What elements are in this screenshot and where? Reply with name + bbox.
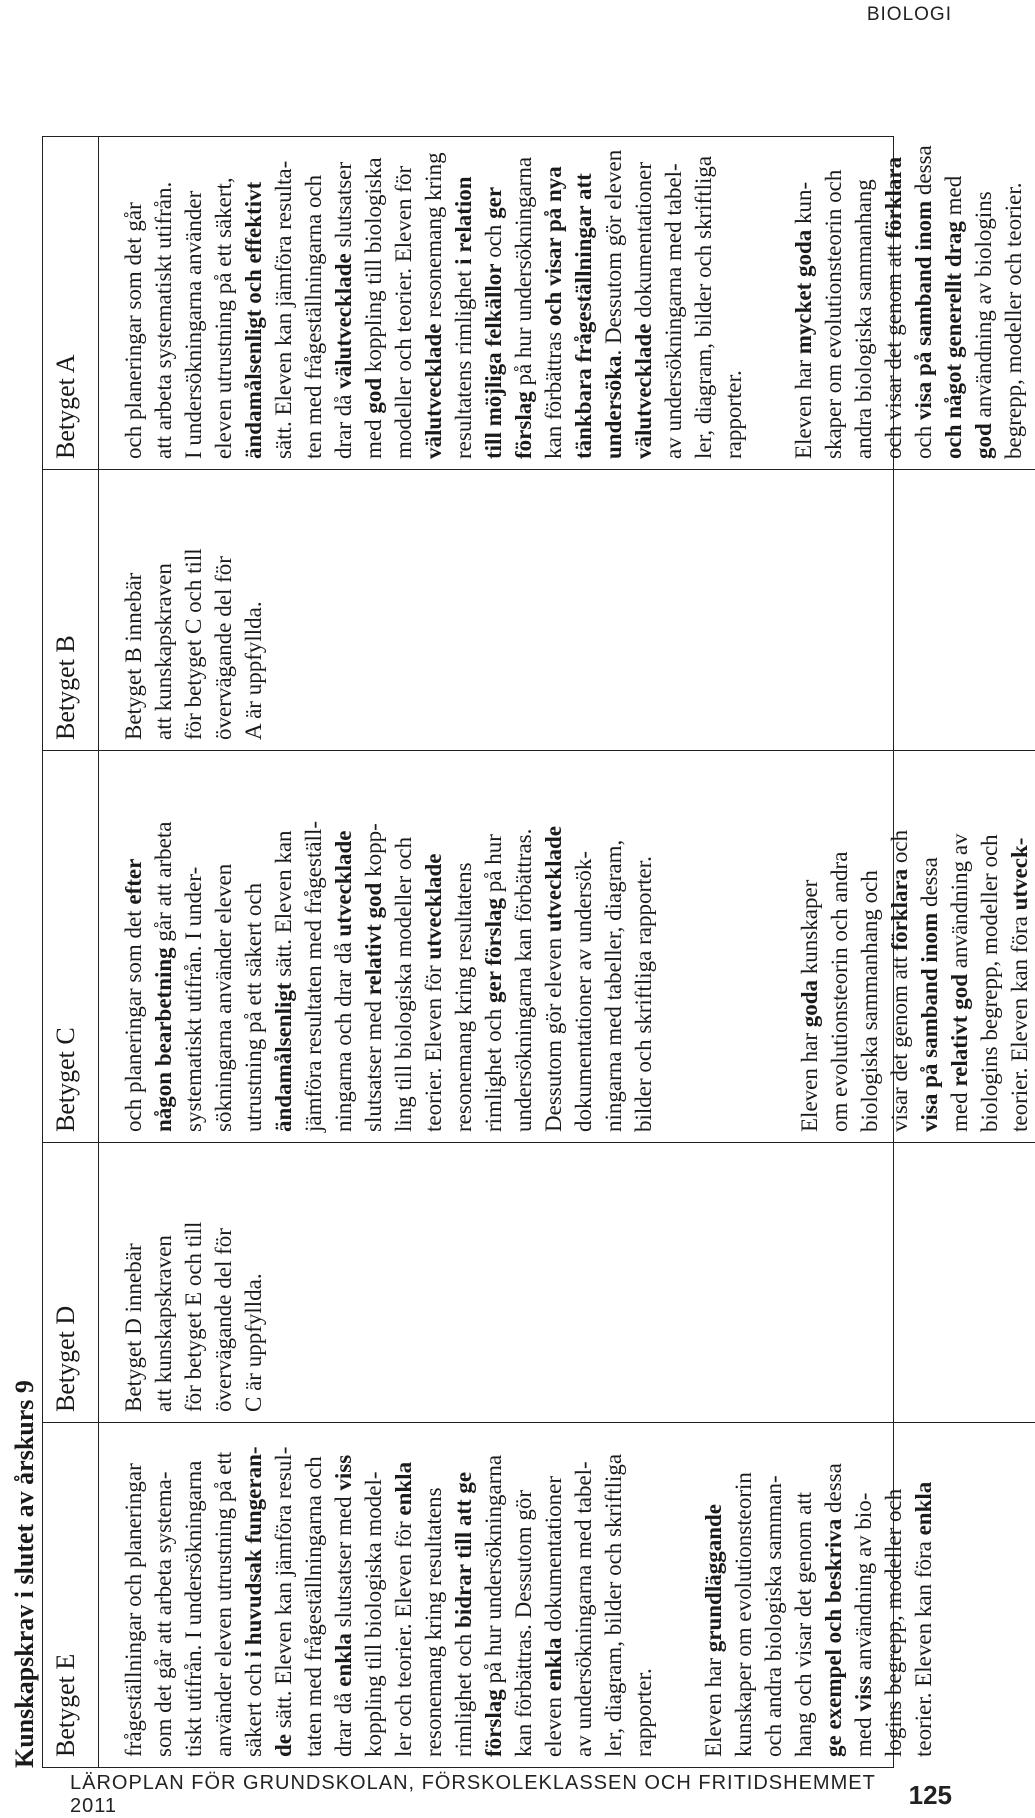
emphasis-text: välutvecklade — [331, 253, 356, 389]
criteria-paragraph — [795, 759, 1035, 1132]
criteria-cell-e — [99, 1422, 1035, 1767]
text-run: dokumentationer av undersökningarna med tabel- ler, diagram, bilder och skriftliga rapporter. — [631, 155, 746, 459]
emphasis-text: visa på samband inom — [911, 200, 936, 421]
emphasis-text: visa på samband inom — [917, 912, 942, 1132]
text-run: Betyget D innebär att kunskapskraven för betyget E och till övervägande del för C är uppfyllda. — [121, 1221, 266, 1412]
text-run: och planeringar som det går att arbeta systematiskt utifrån. I undersökningarna använder eleven utrustning på ett säkert, — [121, 177, 236, 459]
emphasis-text: ändamålsenligt och effektivt — [241, 181, 266, 459]
footer-title: LÄROPLAN FÖR GRUNDSKOLAN, FÖRSKOLEKLASSEN OCH FRITIDSHEMMET 2011 — [70, 1772, 876, 1817]
page-number: 125 — [908, 1779, 952, 1810]
column-header-c: Betyget C — [43, 750, 99, 1142]
page-footer — [70, 1772, 952, 1817]
text-run: användning av bio- logins begrepp, modeller och teorier. Eleven kan föra — [851, 1488, 936, 1757]
text-run: koppling till biologiska modeller och teorier. Eleven för — [361, 157, 416, 459]
emphasis-text: i huvudsak fungeran- de — [241, 1446, 296, 1757]
text-run: resonemang kring resultatens rimlighet — [421, 152, 476, 459]
text-run: . Dessutom gör eleven — [601, 149, 626, 356]
emphasis-text: relativt god — [361, 882, 386, 996]
text-run: resonemang kring resultatens rimlighet och — [421, 1487, 476, 1757]
emphasis-text: ändamålsenligt — [271, 982, 296, 1132]
text-run: resonemang kring resultatens rimlighet och — [451, 862, 506, 1132]
rotated-table-page — [2, 18, 1032, 1768]
text-run: och — [481, 218, 506, 264]
text-run: frågeställningar och planeringar som det går att arbeta systema- tiskt utifrån. I undersökningarna använder eleven utrustning på ett säkert och — [121, 1451, 266, 1757]
text-run: och — [911, 425, 936, 459]
emphasis-text: enkla — [391, 1461, 416, 1516]
criteria-paragraph — [119, 1151, 269, 1412]
criteria-paragraph — [789, 145, 1029, 459]
emphasis-text: enkla — [331, 1633, 356, 1687]
emphasis-text: förklara — [887, 868, 912, 951]
text-run: på hur undersökningarna kan förbättras. Dessutom gör eleven — [481, 828, 566, 1132]
emphasis-text: god — [361, 377, 386, 414]
text-run: slutsatser med — [361, 1001, 386, 1132]
text-run: kopp- ling till biologiska modeller och teorier. Eleven för — [361, 823, 446, 1132]
emphasis-text: efter någon bearbetning — [121, 858, 176, 1132]
text-run: Eleven har — [797, 1027, 822, 1132]
emphasis-text: mycket goda — [791, 229, 816, 355]
text-run: på hur undersökningarna kan förbättras. Dessutom gör eleven — [481, 1454, 566, 1757]
text-run: användning av biologins begrepp, modeller och teorier. Eleven kan föra — [947, 833, 1032, 1132]
text-run: dokumentationer av undersök- ningarna med tabeller, diagram, bilder och skriftliga rapporter. — [571, 839, 656, 1132]
text-run: dokumentationer av undersökningarna med tabel- ler, diagram, bilder och skriftliga rapporter. — [541, 1453, 656, 1757]
emphasis-text: utveck- — [1007, 837, 1032, 911]
table-heading: Kunskapskrav i slutet av årskurs 9 — [10, 1380, 39, 1768]
text-run: och — [887, 829, 912, 864]
emphasis-text: välutvecklade — [421, 323, 446, 459]
text-run: och planeringar som det — [121, 904, 146, 1132]
criteria-cell-b — [99, 469, 1035, 750]
emphasis-text: bidrar till att ge förslag — [451, 1471, 506, 1757]
text-run: sätt. Eleven kan jämföra resultaten med frågeställ- ningarna och drar då — [271, 821, 356, 1132]
emphasis-text: viss — [851, 1675, 876, 1712]
text-run: sätt. Eleven kan jämföra resulta- ten med frågeställningarna och drar då — [271, 160, 356, 459]
emphasis-text: goda — [797, 979, 822, 1028]
criteria-paragraph — [119, 145, 749, 459]
column-header-a: Betyget A — [43, 137, 99, 469]
emphasis-text: grundläggande — [701, 1504, 726, 1653]
emphasis-text: relativt god — [947, 973, 972, 1087]
text-run: kun- skaper om evolutionsteorin och andra biologiska sammanhang och visar det genom att — [791, 169, 906, 459]
emphasis-text: ger förslag — [481, 898, 506, 1003]
emphasis-text: utvecklade — [541, 826, 566, 933]
emphasis-text: god — [971, 423, 996, 459]
text-run: dessa — [911, 145, 936, 196]
text-run: sätt. Eleven kan jämföra resul- taten med frågeställningarna och drar då — [271, 1446, 356, 1757]
text-run: Eleven har — [791, 354, 816, 459]
text-run: användning av biologins begrepp, modeller och teorier. — [971, 182, 1026, 459]
emphasis-text: ger förslag — [481, 186, 536, 459]
text-run: Betyget B innebär att kunskapskraven för betyget C och till övervägande del för A är uppfyllda. — [121, 548, 266, 740]
emphasis-text: och visar på nya tänkbara frågeställningar att undersöka — [541, 166, 626, 459]
emphasis-text: och något generellt drag — [941, 221, 966, 459]
column-header-e: Betyget E — [43, 1422, 99, 1767]
text-run: koppling till biologiska model- ler och teorier. Eleven för — [361, 1471, 416, 1757]
grading-criteria-table — [42, 136, 1032, 1768]
emphasis-text: enkla — [541, 1637, 566, 1692]
column-header-d: Betyget D — [43, 1142, 99, 1422]
criteria-paragraph — [119, 478, 269, 740]
text-run: kunskaper om evolutionsteorin och andra biologiska samman- hang och visar det genom att — [731, 1472, 816, 1757]
criteria-cell-a — [99, 137, 1035, 469]
criteria-paragraph — [119, 1431, 659, 1757]
emphasis-text: utvecklade — [421, 853, 446, 960]
text-run: dessa med — [821, 1463, 876, 1757]
emphasis-text: ge exempel och beskriva — [821, 1518, 846, 1757]
text-run: slutsatser med — [331, 1490, 356, 1634]
emphasis-text: förklara — [881, 156, 906, 239]
criteria-cell-d — [99, 1142, 1035, 1422]
text-run: på hur undersökningarna kan förbättras — [511, 156, 566, 459]
emphasis-text: i relation till möjliga felkällor — [451, 176, 506, 459]
emphasis-text: enkla — [911, 1481, 936, 1536]
emphasis-text: viss — [331, 1454, 356, 1491]
column-header-b: Betyget B — [43, 469, 99, 750]
emphasis-text: välutvecklade — [631, 323, 656, 459]
text-run: går att arbeta systematiskt utifrån. I under- sökningarna använder eleven utrustning på ett säkert och — [151, 821, 266, 1132]
criteria-cell-c — [99, 750, 1035, 1142]
criteria-paragraph — [119, 759, 659, 1132]
text-run: med — [941, 175, 966, 216]
text-run: Eleven har — [701, 1652, 726, 1757]
subject-label: BIOLOGI — [866, 4, 952, 25]
emphasis-text: utvecklade — [331, 830, 356, 937]
criteria-paragraph — [699, 1431, 939, 1757]
text-run: dessa med — [917, 857, 972, 1132]
text-run: slutsatser med — [331, 161, 386, 459]
text-run: kunskaper om evolutionsteorin och andra biologiska sammanhang och visar det genom att — [797, 851, 912, 1132]
